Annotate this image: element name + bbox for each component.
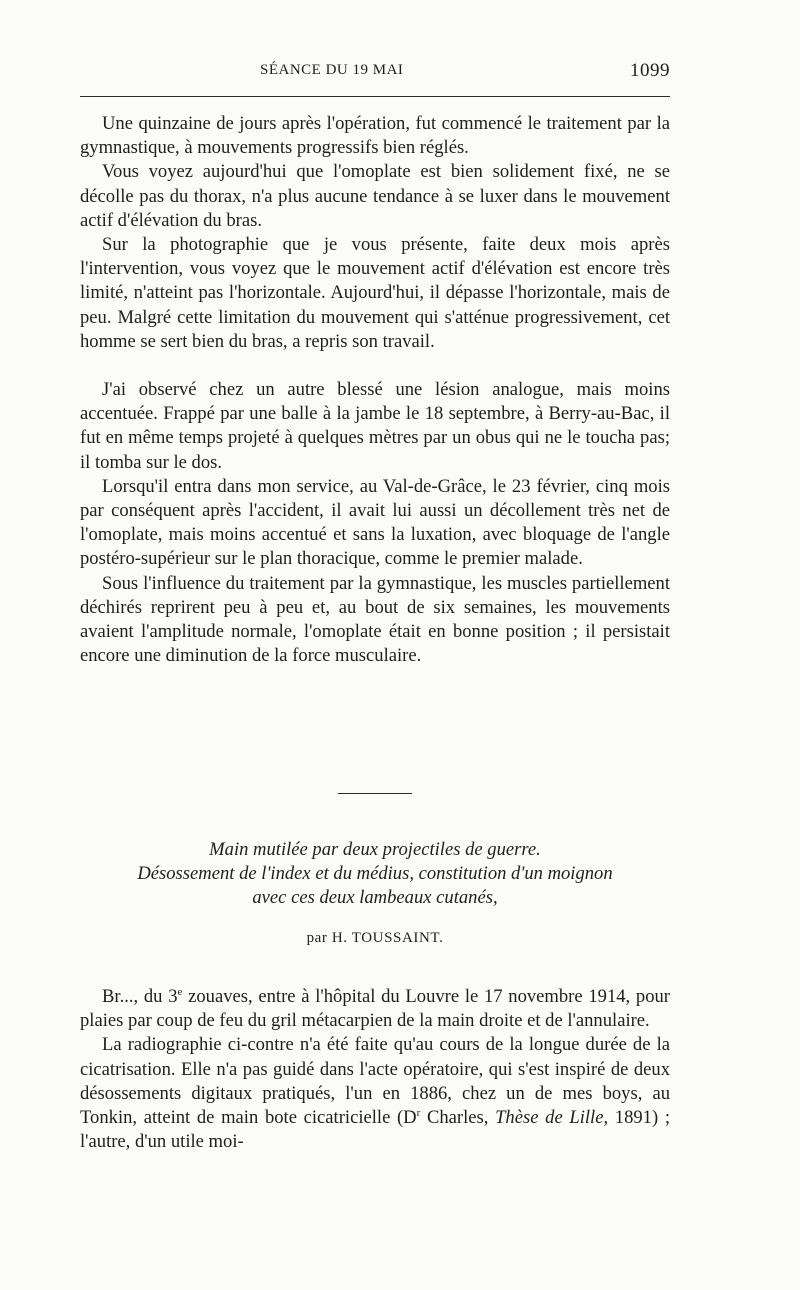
- section-separator: [338, 793, 412, 794]
- article-title-line: Désossement de l'index et du médius, constitution d'un moignon: [137, 863, 613, 884]
- paragraph: Lorsqu'il entra dans mon service, au Val-de-Grâce, le 23 février, cinq mois par conséquent après l'accident, il avait lui aussi un décollement très net de l'omoplate, mais moins accentué et sans la luxation, avec bloquage de l'angle postéro-supérieur sur le plan thoracique, comme le premier malade.: [80, 475, 670, 570]
- paragraph: Vous voyez aujourd'hui que l'omoplate est bien solidement fixé, ne se décolle pas du thorax, n'a plus aucune tendance à se luxer dans le mouvement actif d'élévation du bras.: [80, 161, 670, 231]
- superscript: r: [416, 1106, 421, 1119]
- article-title-line: avec ces deux lambeaux cutanés,: [252, 887, 498, 908]
- text-run: zouaves, entre à l'hôpital du Louvre le 17 novembre 1914, pour plaies par coup de feu du gril métacarpien de la main droite et de l'annulaire.: [80, 986, 670, 1032]
- paragraph: [80, 1033, 670, 1154]
- paragraph: Sous l'influence du traitement par la gymnastique, les muscles partiellement déchirés reprirent peu à peu et, au bout de six semaines, les mouvements avaient l'amplitude normale, l'omoplate était en bonne position ; il persistait encore une diminution de la force musculaire.: [80, 572, 670, 667]
- paragraph: [80, 985, 670, 1033]
- running-header: [80, 58, 670, 84]
- text-run: Br..., du 3: [102, 986, 178, 1007]
- text-run: Charles,: [420, 1107, 496, 1129]
- italic-citation: Thèse de Lille: [495, 1107, 604, 1129]
- header-rule: [80, 96, 670, 97]
- paragraph: Sur la photographie que je vous présente, faite deux mois après l'intervention, vous voyez que le mouvement actif d'élévation est encore très limité, n'atteint pas l'horizontale. Aujourd'hui, il dépasse l'horizontale, mais de peu. Malgré cette limitation du mouvement qui s'atténue progressivement, cet homme se sert bien du bras, a repris son travail.: [80, 234, 670, 352]
- text-run: , 1891) ; l'autre, d'un utile moi-: [80, 1107, 671, 1153]
- text-run: La radiographie ci-contre n'a été faite qu'au cours de la longue durée de la cicatrisation. Elle n'a pas guidé dans l'acte opératoire, qui s'est inspiré de deux désossements digitaux pratiqués, l'un en 1886, chez un de mes boys, au Tonkin, atteint de main bote cicatricielle (D: [80, 1034, 670, 1129]
- body-text-upper: [80, 112, 670, 668]
- running-title: SÉANCE DU 19 MAI: [260, 62, 404, 78]
- article-byline: par H. TOUSSAINT.: [306, 930, 444, 946]
- page-number: 1099: [630, 60, 670, 81]
- superscript: e: [177, 985, 183, 998]
- section-separator-wrap: [80, 793, 670, 794]
- article-title-line: Main mutilée par deux projectiles de guerre.: [209, 839, 541, 860]
- body-text-lower: [80, 985, 670, 1154]
- paragraph: J'ai observé chez un autre blessé une lésion analogue, mais moins accentuée. Frappé par une balle à la jambe le 18 septembre, à Berry-au-Bac, il fut en même temps projeté à quelques mètres par un obus qui ne le toucha pas; il tomba sur le dos.: [80, 379, 670, 473]
- paragraph: Une quinzaine de jours après l'opération, fut commencé le traitement par la gymnastique, à mouvements progressifs bien réglés.: [80, 113, 670, 159]
- article-title: [80, 838, 670, 910]
